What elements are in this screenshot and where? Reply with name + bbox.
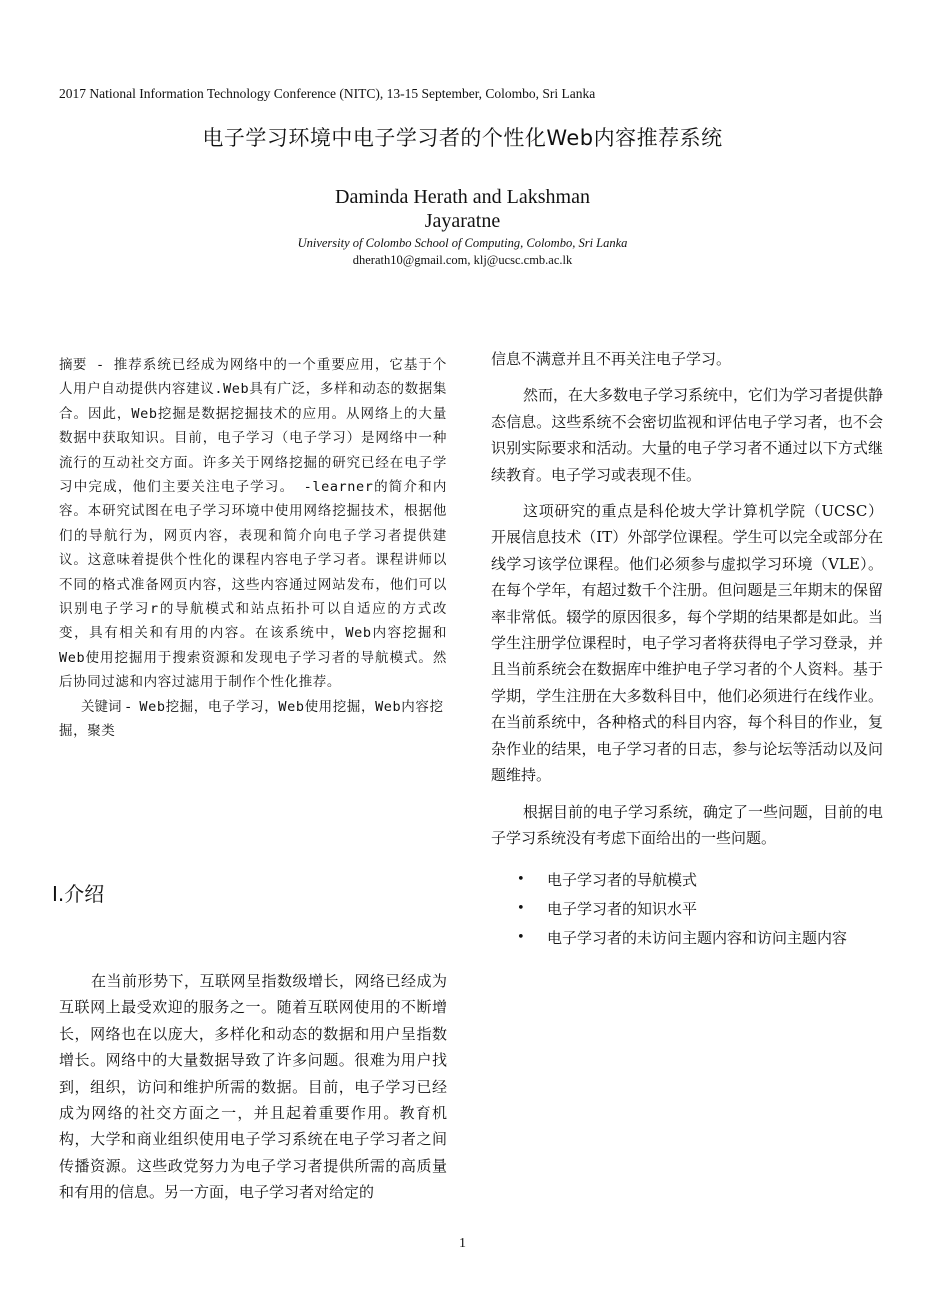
bullet-icon: • xyxy=(517,872,525,888)
list-item-text: 电子学习者的知识水平 xyxy=(547,900,698,919)
author-emails: dherath10@gmail.com, klj@ucsc.cmb.ac.lk xyxy=(352,253,573,267)
keywords xyxy=(59,695,447,744)
abstract xyxy=(59,353,447,695)
list-item xyxy=(491,927,857,949)
right-paragraph-2: 然而，在大多数电子学习系统中，它们为学习者提供静态信息。这些系统不会密切监视和评估电子学习者，也不会识别实际要求和活动。大量的电子学习者不通过以下方式继续教育。电子学习或表现不佳。 xyxy=(491,386,884,484)
section-heading-introduction: I.介绍 xyxy=(52,882,105,906)
authors-block xyxy=(0,185,925,233)
list-item xyxy=(491,898,857,920)
right-paragraph-3: 这项研究的重点是科伦坡大学计算机学院（UCSC）开展信息技术（IT）外部学位课程。学生可以完全或部分在线学习该学位课程。他们必须参与虚拟学习环境（VLE）。在每个学年，有超过数千个注册。但问题是三年期末的保留率非常低。辍学的原因很多，每个学期的结果都是如此。当学生注册学位课程时，电子学习者将获得电子学习登录，并且当前系统会在数据库中维护电子学习者的个人资料。基于学期，学生注册在大多数科目中，他们必须进行在线作业。在当前系统中，各种格式的科目内容，每个科目的作业，复杂作业的结果，电子学习者的日志，参与论坛等活动以及问题维持。 xyxy=(491,502,883,785)
keywords-text: Web挖掘，电子学习，Web使用挖掘，Web内容挖掘，聚类 xyxy=(59,698,444,740)
right-paragraph-1: 信息不满意并且不再关注电子学习。 xyxy=(491,350,732,368)
left-column xyxy=(59,353,447,744)
list-item-text: 电子学习者的未访问主题内容和访问主题内容 xyxy=(547,929,848,948)
list-item-text: 电子学习者的导航模式 xyxy=(547,871,698,890)
author-names: Daminda Herath and Lakshman Jayaratne xyxy=(335,186,590,232)
list-item xyxy=(491,869,857,891)
abstract-label: 摘要 xyxy=(59,357,87,373)
right-column xyxy=(491,346,883,956)
keywords-label: 关键词 - xyxy=(81,698,131,715)
conference-header: 2017 National Information Technology Conference (NITC), 13-15 September, Colombo, Sri Lanka xyxy=(59,86,596,101)
paper-title: 电子学习环境中电子学习者的个性化Web内容推荐系统 xyxy=(202,126,723,150)
page-number: 1 xyxy=(459,1236,466,1251)
introduction-paragraph: 在当前形势下，互联网呈指数级增长，网络已经成为互联网上最受欢迎的服务之一。随着互联网使用的不断增长，网络也在以庞大，多样化和动态的数据和用户呈指数增长。网络中的大量数据导致了许多问题。很难为用户找到，组织，访问和维护所需的数据。目前，电子学习已经成为网络的社交方面之一，并且起着重要作用。教育机构，大学和商业组织使用电子学习系统在电子学习者之间传播资源。这些政党努力为电子学习者提供所需的高质量和有用的信息。另一方面，电子学习者对给定的 xyxy=(59,972,447,1202)
abstract-text: - 推荐系统已经成为网络中的一个重要应用，它基于个人用户自动提供内容建议.Web具有广泛，多样和动态的数据集合。因此，Web挖掘是数据挖掘技术的应用。从网络上的大量数据中获取知识。目前，电子学习（电子学习）是网络中一种流行的互动社交方面。许多关于网络挖掘的研究已经在电子学习中完成，他们主要关注电子学习。 -learner的简介和内容。本研究试图在电子学习环境中使用网络挖掘技术，根据他们的导航行为，网页内容，表现和简介向电子学习者提供建议。这意味着提供个性化的课程内容电子学习者。课程讲师以不同的格式准备网页内容，这些内容通过网站发布，他们可以识别电子学习r的导航模式和站点拓扑可以自适应的方式改变，具有相关和有用的内容。在该系统中，Web内容挖掘和Web使用挖掘用于搜索资源和发现电子学习者的导航模式。然后协同过滤和内容过滤用于制作个性化推荐。 xyxy=(59,357,448,691)
bullet-icon: • xyxy=(517,901,525,917)
affiliation: University of Colombo School of Computing, Colombo, Sri Lanka xyxy=(297,236,628,250)
bullet-icon: • xyxy=(517,930,525,946)
right-paragraph-4: 根据目前的电子学习系统，确定了一些问题，目前的电子学习系统没有考虑下面给出的一些问题。 xyxy=(491,802,884,847)
problem-list xyxy=(491,869,883,949)
